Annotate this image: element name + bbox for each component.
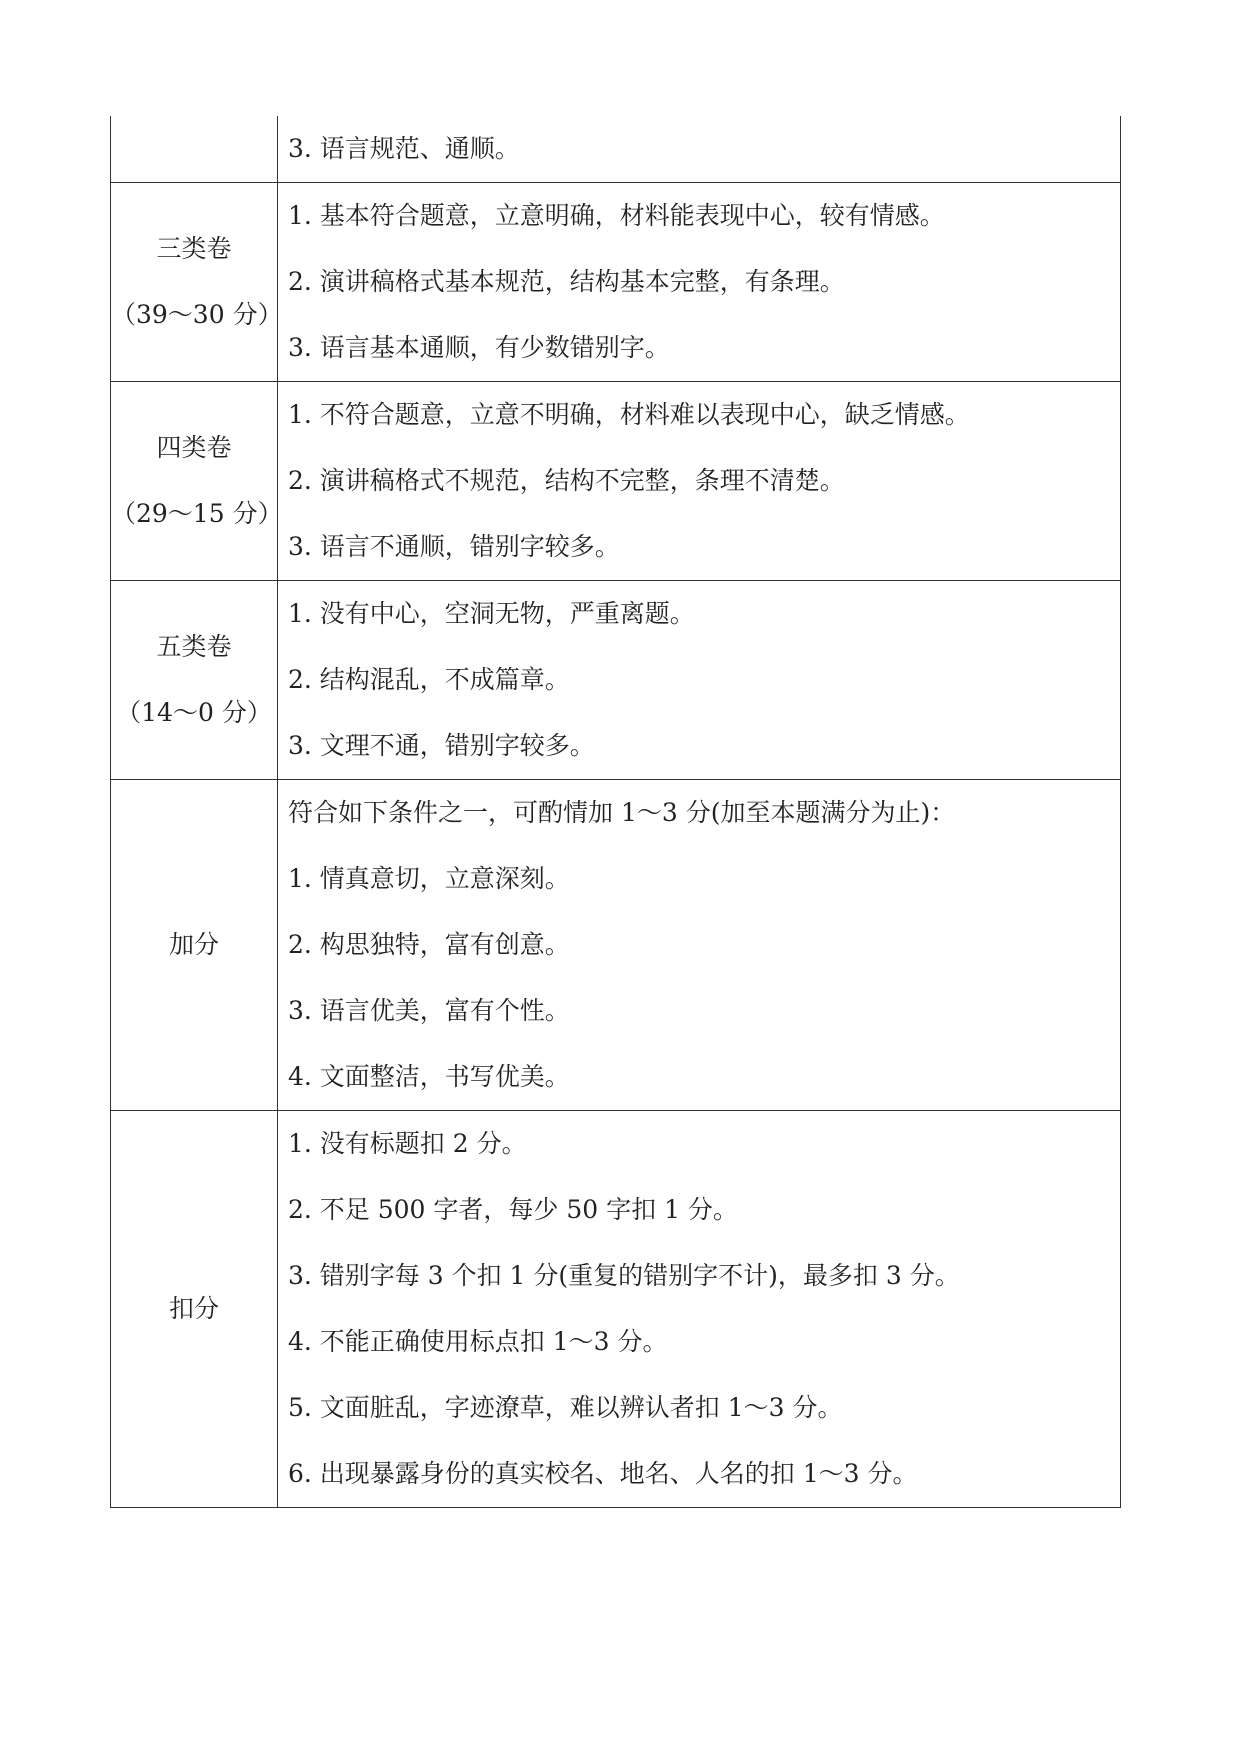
criterion-text: 1. 没有中心，空洞无物，严重离题。 (288, 599, 695, 628)
table-row (111, 581, 1121, 780)
criterion-text: 3. 语言优美，富有个性。 (288, 996, 570, 1025)
table-row (111, 780, 1121, 1111)
criterion-text: 2. 演讲稿格式基本规范，结构基本完整，有条理。 (288, 267, 845, 296)
category-cell (111, 116, 278, 183)
rubric-table-body (111, 116, 1121, 1508)
criterion-text: 2. 不足 500 字者，每少 50 字扣 1 分。 (288, 1195, 738, 1224)
criteria-cell (278, 382, 1121, 581)
category-score-range: （14～0 分） (116, 698, 272, 727)
criterion-text: 4. 不能正确使用标点扣 1～3 分。 (288, 1327, 668, 1356)
category-label: 五类卷 (156, 632, 232, 661)
criterion-text: 5. 文面脏乱，字迹潦草，难以辨认者扣 1～3 分。 (288, 1393, 843, 1422)
criterion-text: 2. 结构混乱，不成篇章。 (288, 665, 570, 694)
criterion-intro-text: 符合如下条件之一，可酌情加 1～3 分(加至本题满分为止)： (288, 798, 956, 827)
category-cell (111, 780, 278, 1111)
criteria-cell (278, 116, 1121, 183)
category-label: 三类卷 (156, 234, 232, 263)
criterion-text: 1. 基本符合题意，立意明确，材料能表现中心，较有情感。 (288, 201, 945, 230)
criteria-cell (278, 1111, 1121, 1508)
criterion-text: 2. 演讲稿格式不规范，结构不完整，条理不清楚。 (288, 466, 845, 495)
category-label: 加分 (168, 930, 219, 959)
criterion-text: 1. 没有标题扣 2 分。 (288, 1129, 527, 1158)
criterion-text: 3. 错别字每 3 个扣 1 分(重复的错别字不计)，最多扣 3 分。 (288, 1261, 960, 1290)
category-cell (111, 581, 278, 780)
table-row (111, 183, 1121, 382)
criterion-text: 3. 语言不通顺，错别字较多。 (288, 532, 620, 561)
category-cell (111, 1111, 278, 1508)
criterion-text: 6. 出现暴露身份的真实校名、地名、人名的扣 1～3 分。 (288, 1459, 918, 1488)
category-cell (111, 183, 283, 382)
criteria-cell (278, 183, 1121, 382)
scoring-rubric-table (110, 116, 1121, 1508)
criteria-cell (278, 780, 1121, 1111)
category-score-range: （39～30 分） (111, 300, 283, 329)
criterion-text: 1. 不符合题意，立意不明确，材料难以表现中心，缺乏情感。 (288, 400, 970, 429)
criterion-text: 3. 语言规范、通顺。 (288, 134, 520, 163)
table-row (111, 1111, 1121, 1508)
category-label: 扣分 (168, 1294, 219, 1323)
category-cell (111, 382, 283, 581)
criterion-text: 2. 构思独特，富有创意。 (288, 930, 570, 959)
criterion-text: 3. 文理不通，错别字较多。 (288, 731, 595, 760)
criterion-text: 1. 情真意切，立意深刻。 (288, 864, 570, 893)
criteria-cell (278, 581, 1121, 780)
criterion-text: 4. 文面整洁，书写优美。 (288, 1062, 570, 1091)
category-score-range: （29～15 分） (111, 499, 283, 528)
table-row (111, 382, 1121, 581)
category-label: 四类卷 (156, 433, 232, 462)
criterion-text: 3. 语言基本通顺，有少数错别字。 (288, 333, 670, 362)
table-row (111, 116, 1121, 183)
